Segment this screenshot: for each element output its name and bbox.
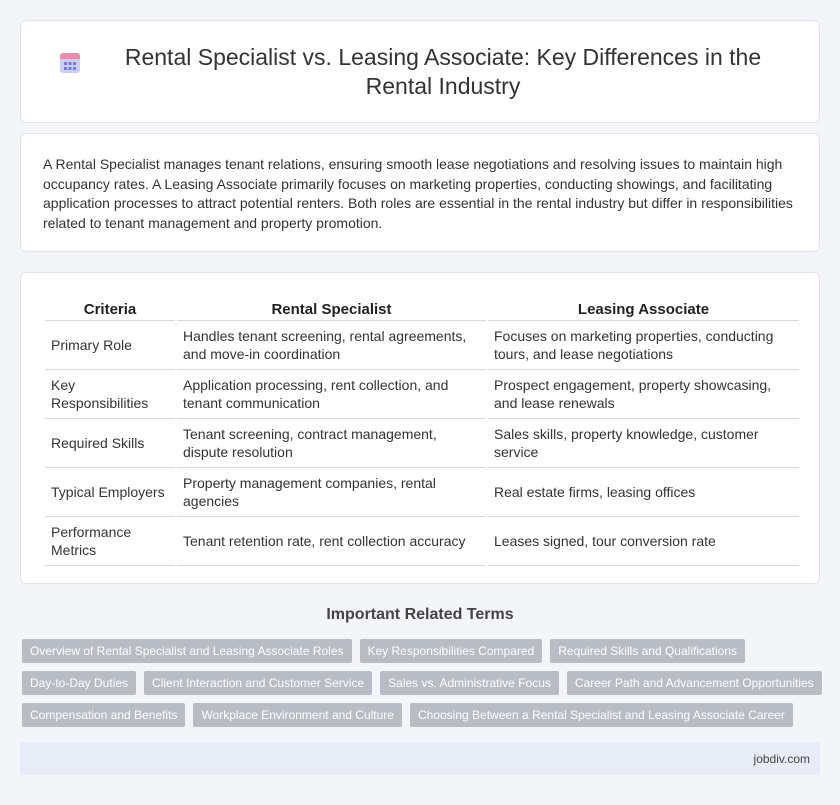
related-term-tag[interactable]: Day-to-Day Duties <box>22 671 136 695</box>
header-leasing-associate: Leasing Associate <box>488 295 799 321</box>
header-criteria: Criteria <box>45 295 175 321</box>
header-rental-specialist: Rental Specialist <box>177 295 486 321</box>
leasing-associate-cell: Focuses on marketing properties, conducting tours, and lease negotiations <box>488 321 799 370</box>
table-row <box>45 321 799 370</box>
document-icon <box>57 49 83 75</box>
related-term-tag[interactable]: Compensation and Benefits <box>22 703 185 727</box>
related-term-tag[interactable]: Client Interaction and Customer Service <box>144 671 372 695</box>
criteria-cell: Performance Metrics <box>45 517 175 566</box>
related-term-tag[interactable]: Workplace Environment and Culture <box>193 703 402 727</box>
related-term-tag[interactable]: Required Skills and Qualifications <box>550 639 745 663</box>
leasing-associate-cell: Leases signed, tour conversion rate <box>488 517 799 566</box>
criteria-cell: Key Responsibilities <box>45 370 175 419</box>
leasing-associate-cell: Real estate firms, leasing offices <box>488 468 799 517</box>
rental-specialist-cell: Property management companies, rental agencies <box>177 468 486 517</box>
criteria-cell: Required Skills <box>45 419 175 468</box>
related-term-tag[interactable]: Overview of Rental Specialist and Leasing Associate Roles <box>22 639 352 663</box>
related-term-tag[interactable]: Sales vs. Administrative Focus <box>380 671 559 695</box>
rental-specialist-cell: Tenant screening, contract management, dispute resolution <box>177 419 486 468</box>
criteria-cell: Typical Employers <box>45 468 175 517</box>
related-term-tag[interactable]: Choosing Between a Rental Specialist and Leasing Associate Career <box>410 703 793 727</box>
rental-specialist-cell: Tenant retention rate, rent collection accuracy <box>177 517 486 566</box>
related-term-tag[interactable]: Career Path and Advancement Opportunities <box>567 671 822 695</box>
leasing-associate-cell: Prospect engagement, property showcasing, and lease renewals <box>488 370 799 419</box>
footer-site-link[interactable]: jobdiv.com <box>753 751 810 766</box>
rental-specialist-cell: Handles tenant screening, rental agreements, and move-in coordination <box>177 321 486 370</box>
rental-specialist-cell: Application processing, rent collection, and tenant communication <box>177 370 486 419</box>
criteria-cell: Primary Role <box>45 321 175 370</box>
table-row <box>45 419 799 468</box>
leasing-associate-cell: Sales skills, property knowledge, customer service <box>488 419 799 468</box>
table-row <box>45 468 799 517</box>
table-header-row <box>45 295 799 321</box>
related-term-tag[interactable]: Key Responsibilities Compared <box>360 639 543 663</box>
related-terms-title: Important Related Terms <box>326 606 514 623</box>
table-row <box>45 370 799 419</box>
related-terms-list <box>22 639 822 727</box>
comparison-table <box>43 295 801 566</box>
footer <box>20 742 820 775</box>
title-wrap <box>40 43 800 101</box>
page-title: Rental Specialist vs. Leasing Associate: Key Differences in the Rental Industry <box>124 43 762 99</box>
table-row <box>45 517 799 566</box>
intro-card <box>20 133 820 252</box>
title-card <box>20 20 820 123</box>
comparison-card <box>20 272 820 584</box>
intro-paragraph: A Rental Specialist manages tenant relations, ensuring smooth lease negotiations and resolving issues to maintain high occupancy rates. A Leasing Associate primarily focuses on marketing properties, conducting showings, and facilitating application processes to attract potential renters. Both roles are essential in the rental industry but differ in responsibilities related to tenant management and property promotion. <box>43 156 793 231</box>
